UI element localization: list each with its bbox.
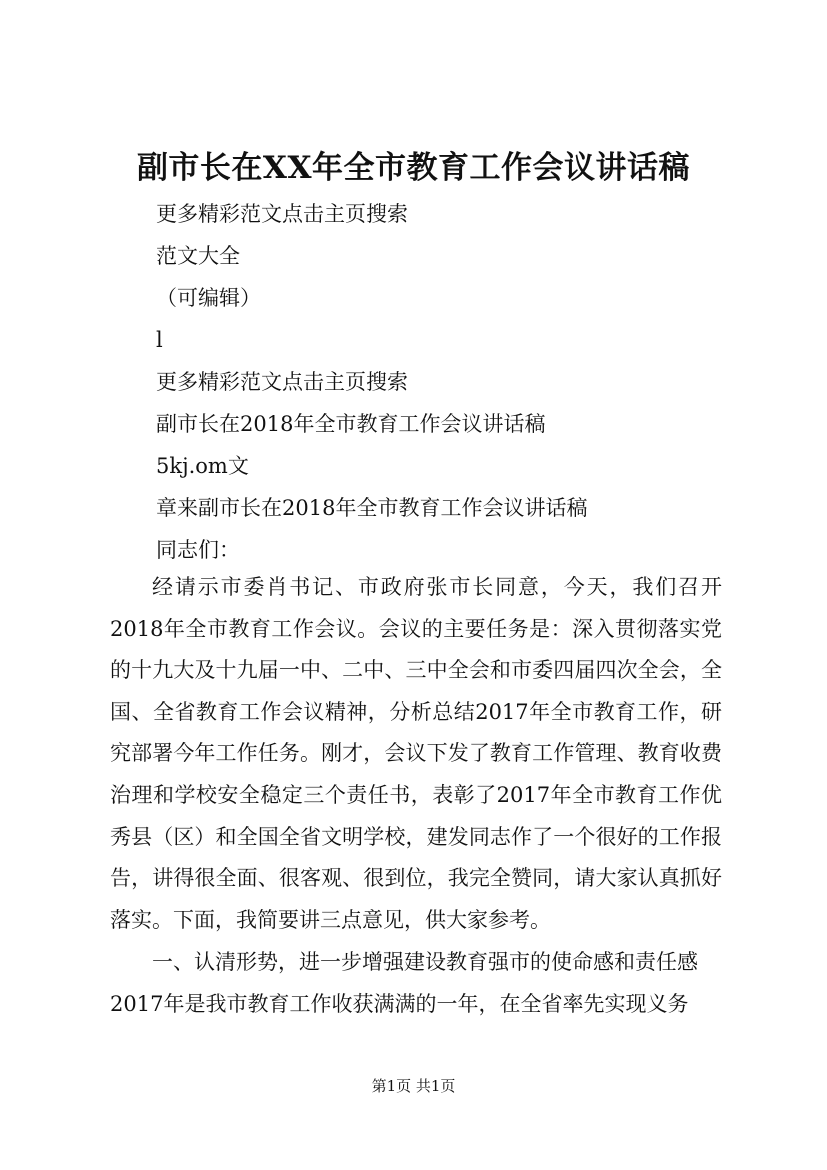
salutation: 同志们： <box>156 538 240 562</box>
section-heading: 一、认清形势，进一步增强建设教育强市的使命感和责任感 <box>152 950 698 974</box>
promo-line-3: 更多精彩范文点击主页搜索 <box>156 370 408 394</box>
stray-character: l <box>156 328 163 352</box>
body-paragraph: 经请示市委肖书记、市政府张市长同意，今天，我们召开2018年全市教育工作会议。会议的主要任务是：深入贯彻落实党的十九大及十九届一中、二中、三中全会和市委四届四次全会，全国、全省教育工作会议精神，分析总结2017年全市教育工作，研究部署今年工作任务。刚才，会议下发了教育工作管理、教育收费治理和学校安全稳定三个责任书，表彰了2017年全市教育工作优秀县（区）和全国全省文明学校，建发同志作了一个很好的工作报告，讲得很全面、很客观、很到位，我完全赞同，请大家认真抓好落实。下面，我简要讲三点意见，供大家参考。 <box>110 575 722 932</box>
source-fragment: 5kj.om文 <box>156 454 249 478</box>
source-title-line: 章来副市长在2018年全市教育工作会议讲话稿 <box>156 496 588 520</box>
document-title: 副市长在XX年全市教育工作会议讲话稿 <box>136 150 691 186</box>
section-text: 2017年是我市教育工作收获满满的一年，在全省率先实现义务 <box>110 992 689 1016</box>
promo-line-1: 更多精彩范文点击主页搜索 <box>156 202 408 226</box>
subtitle-line: 副市长在2018年全市教育工作会议讲话稿 <box>156 412 546 436</box>
promo-line-2: 范文大全 <box>156 244 240 268</box>
editable-note: （可编辑） <box>156 286 261 310</box>
page-indicator: 第1页 共1页 <box>371 1077 456 1095</box>
